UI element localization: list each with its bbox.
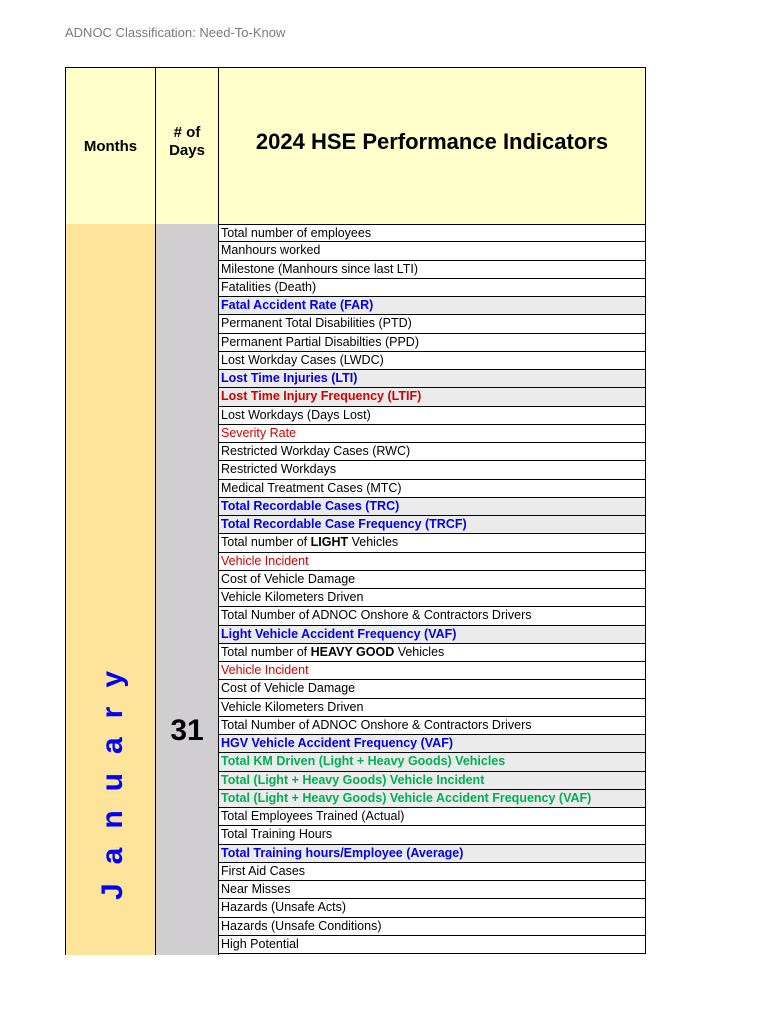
days-header-line2: Days: [169, 142, 205, 159]
indicator-text: Total number of: [221, 644, 311, 659]
indicator-row: Hazards (Unsafe Conditions): [218, 918, 646, 936]
indicator-row: Vehicle Kilometers Driven: [218, 589, 646, 607]
indicator-text: Vehicles: [394, 644, 445, 659]
indicator-row: Lost Workdays (Days Lost): [218, 407, 646, 425]
indicator-emphasis: HEAVY GOOD: [310, 644, 395, 659]
months-header: Months: [65, 67, 156, 225]
indicator-text: Vehicles: [348, 535, 399, 550]
days-header: [155, 67, 219, 225]
indicator-row: Restricted Workdays: [218, 461, 646, 479]
indicator-row: Total Training hours/Employee (Average): [218, 845, 646, 863]
days-header-line1: # of: [173, 124, 201, 141]
indicator-row: First Aid Cases: [218, 863, 646, 881]
indicator-row: High Potential: [218, 936, 646, 954]
indicator-text: Total number of: [221, 535, 311, 550]
indicator-row: Hazards (Unsafe Acts): [218, 899, 646, 917]
indicator-row: Manhours worked: [218, 242, 646, 260]
indicator-row: Lost Time Injury Frequency (LTIF): [218, 388, 646, 406]
indicator-row: Restricted Workday Cases (RWC): [218, 443, 646, 461]
indicator-row: Vehicle Incident: [218, 553, 646, 571]
indicator-row: Milestone (Manhours since last LTI): [218, 261, 646, 279]
indicator-row: Total (Light + Heavy Goods) Vehicle Incident: [218, 772, 646, 790]
indicator-row: Fatal Accident Rate (FAR): [218, 297, 646, 315]
indicator-row: Total Employees Trained (Actual): [218, 808, 646, 826]
indicator-row: Total Training Hours: [218, 826, 646, 844]
indicator-row: Vehicle Incident: [218, 662, 646, 680]
indicator-row: Total KM Driven (Light + Heavy Goods) Vehicles: [218, 753, 646, 771]
indicator-row: Fatalities (Death): [218, 279, 646, 297]
indicator-row: Light Vehicle Accident Frequency (VAF): [218, 626, 646, 644]
indicator-row: Permanent Total Disabilities (PTD): [218, 315, 646, 333]
days-column: [155, 224, 219, 955]
indicator-emphasis: LIGHT: [310, 535, 349, 550]
indicator-row: [218, 534, 646, 552]
days-count: 31: [170, 714, 204, 747]
month-name: January: [96, 651, 129, 901]
month-column: [65, 224, 156, 955]
indicator-row: HGV Vehicle Accident Frequency (VAF): [218, 735, 646, 753]
indicator-row: Lost Time Injuries (LTI): [218, 370, 646, 388]
indicator-row: Total (Light + Heavy Goods) Vehicle Accident Frequency (VAF): [218, 790, 646, 808]
indicator-row: Permanent Partial Disabilties (PPD): [218, 334, 646, 352]
indicator-row: Total Recordable Case Frequency (TRCF): [218, 516, 646, 534]
indicator-row: Total Number of ADNOC Onshore & Contractors Drivers: [218, 607, 646, 625]
indicator-row: Total Number of ADNOC Onshore & Contractors Drivers: [218, 717, 646, 735]
classification-label: ADNOC Classification: Need-To-Know: [65, 25, 286, 40]
hse-indicator-table: [65, 67, 646, 955]
table-title: 2024 HSE Performance Indicators: [218, 67, 646, 225]
indicator-row: Severity Rate: [218, 425, 646, 443]
indicator-row: [218, 644, 646, 662]
indicator-row: Cost of Vehicle Damage: [218, 571, 646, 589]
indicator-row: Near Misses: [218, 881, 646, 899]
indicator-row: Vehicle Kilometers Driven: [218, 699, 646, 717]
indicator-list: [218, 224, 646, 954]
indicator-row: Total number of employees: [218, 224, 646, 242]
indicator-row: Lost Workday Cases (LWDC): [218, 352, 646, 370]
indicator-row: Medical Treatment Cases (MTC): [218, 480, 646, 498]
indicator-row: Cost of Vehicle Damage: [218, 680, 646, 698]
indicator-row: Total Recordable Cases (TRC): [218, 498, 646, 516]
